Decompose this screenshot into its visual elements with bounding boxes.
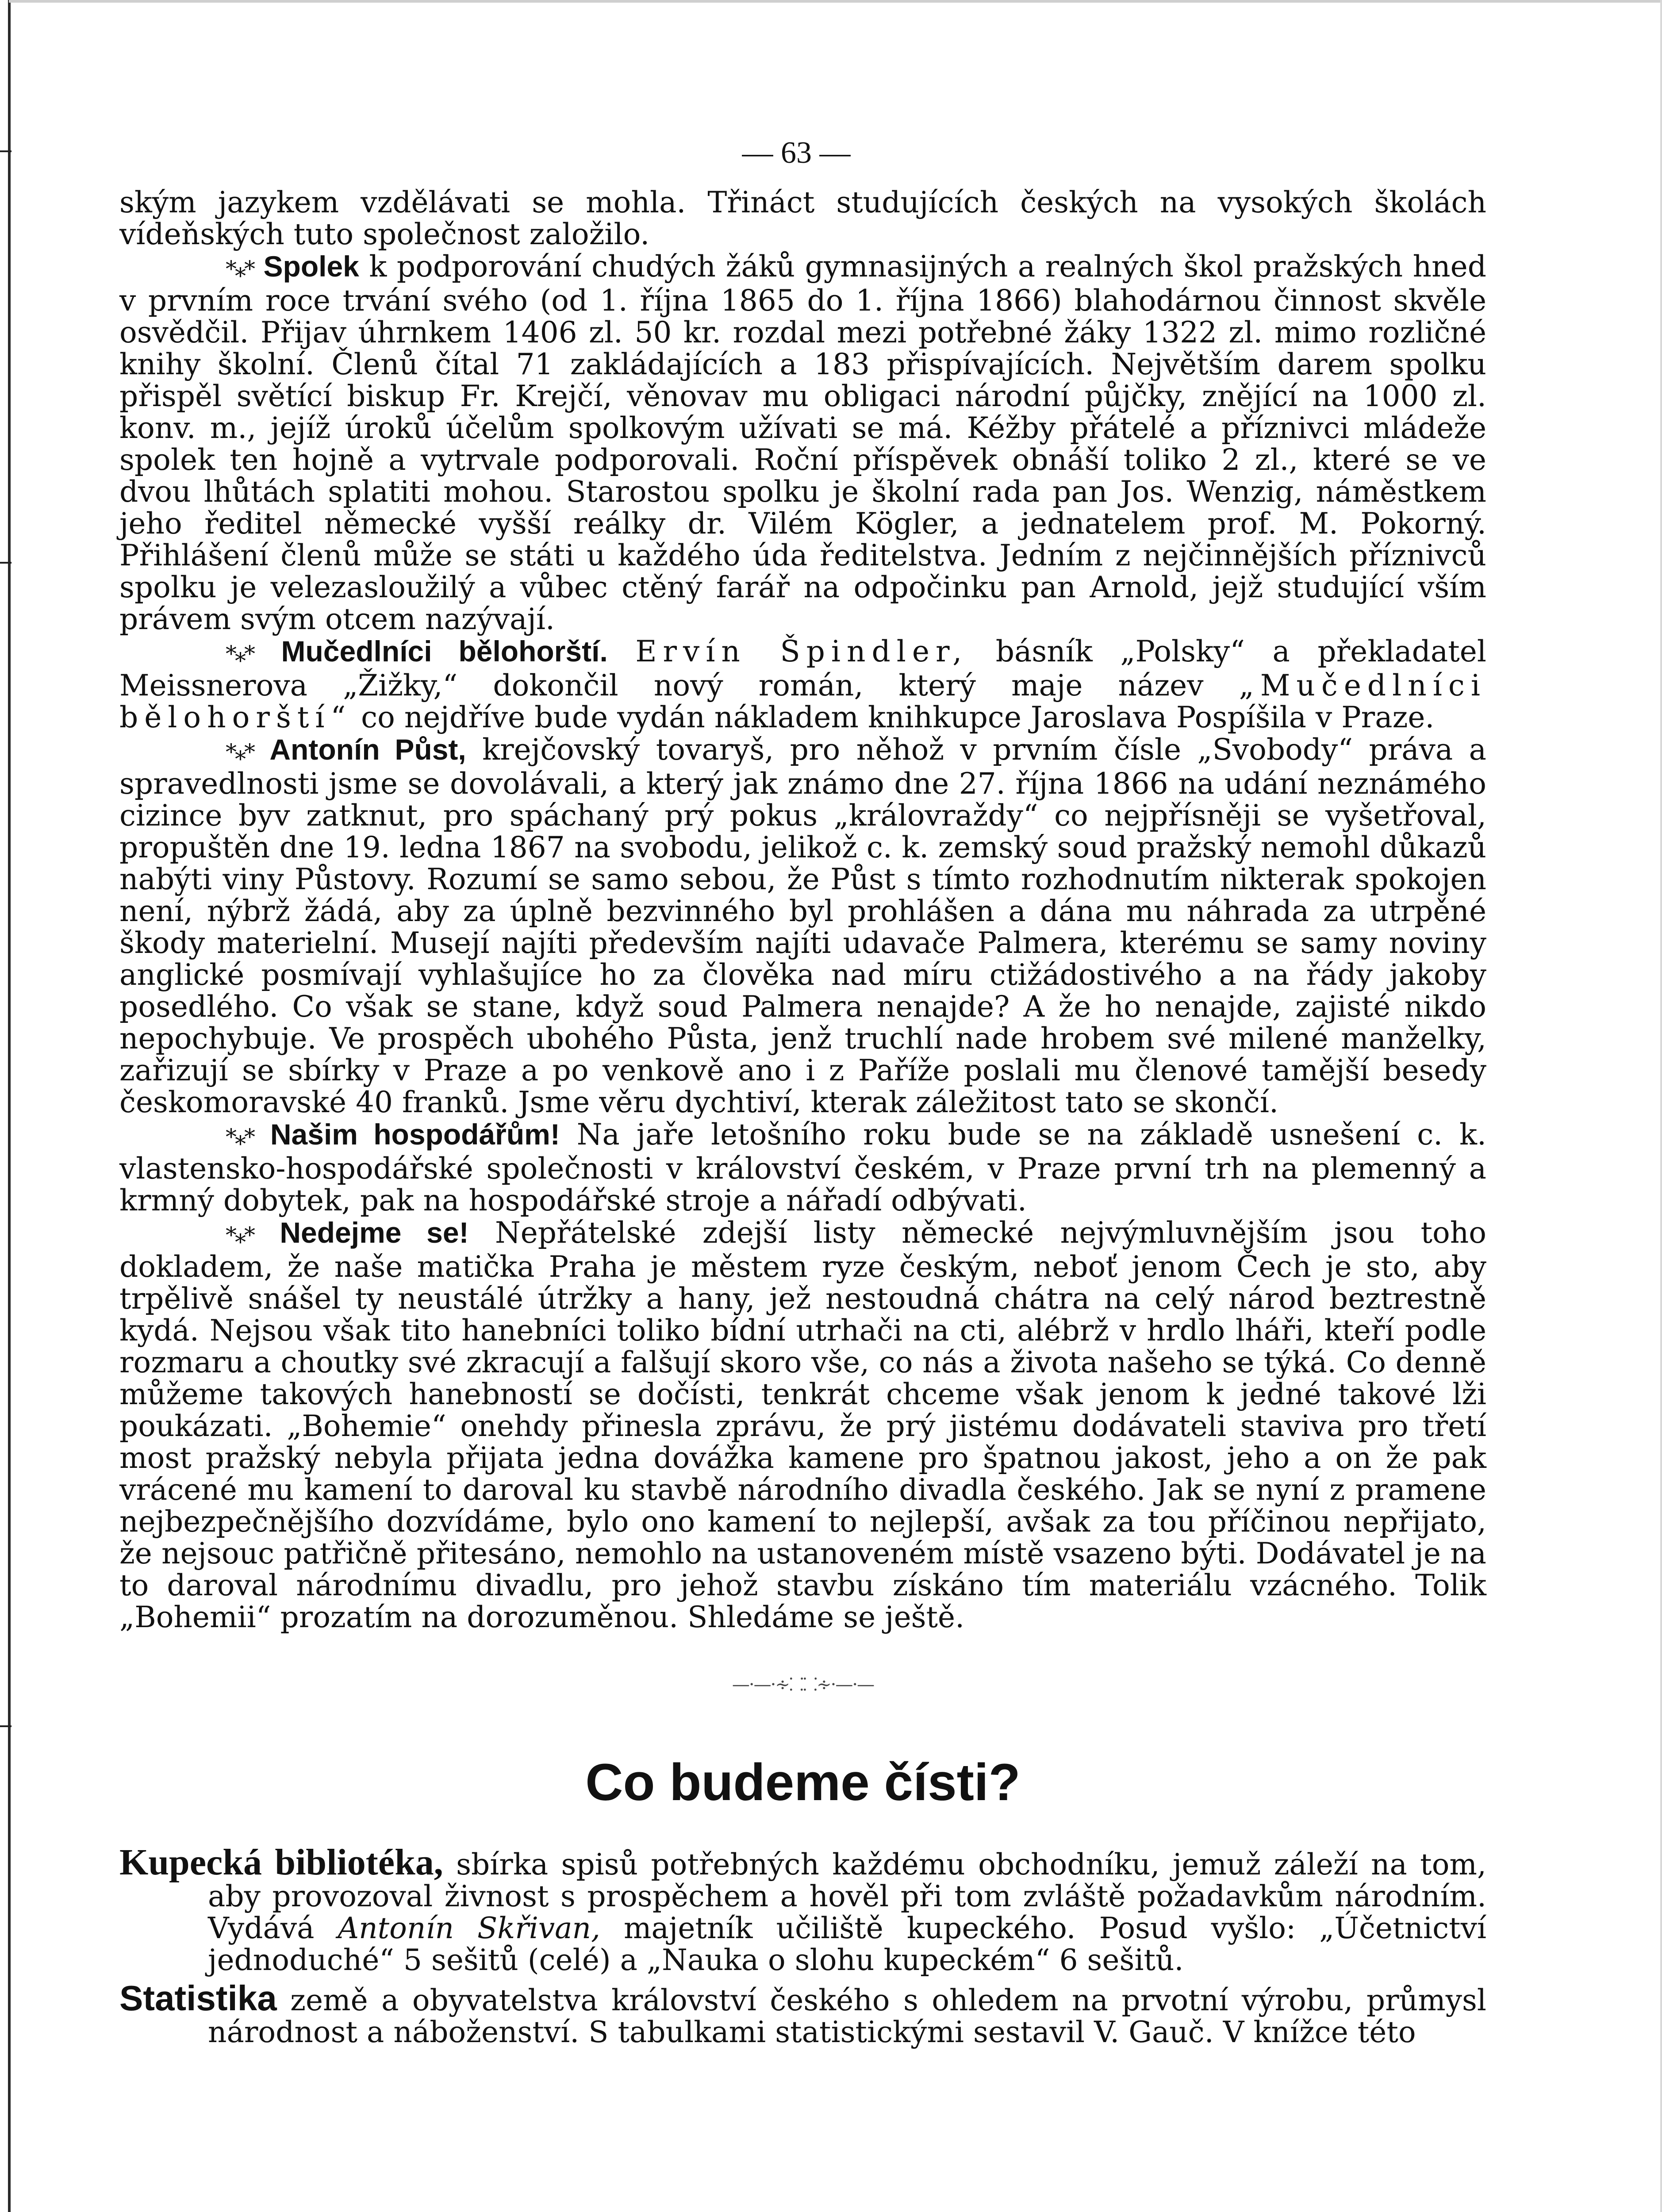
edge-tick-mark bbox=[0, 150, 12, 152]
paragraph-lead: Nedejme se! bbox=[280, 1216, 469, 1249]
paragraph-text: co nejdříve bude vydán nákladem knihkupce Jaroslava Pospíšila v Praze. bbox=[361, 700, 1435, 734]
list-item bbox=[119, 1842, 1486, 1977]
entry-text: země a obyvatelstva království českého s ohledem na prvotní výrobu, průmysl národnost a náboženství. S tabulkami statistickými sestavil V. Gauč. V knížce této bbox=[208, 1983, 1486, 2049]
list-item bbox=[119, 1978, 1486, 2049]
document-page bbox=[119, 137, 1486, 2055]
paragraph-spolek bbox=[119, 250, 1486, 635]
entry-text: sbírka spisů potřebných každému obchodníku, jemuž záleží na tom, aby provozoval živnost s prospěchem a hověl při tom zvláště požadavkům národním. Vydává bbox=[208, 1847, 1486, 1945]
paragraph-text: Nepřátelské zdejší listy německé nejvýmluvnějším jsou toho dokladem, že naše matička Praha je městem ryze českým, neboť jenom Čech je sto, aby trpělivě snášel ty neustálé útržky a hany, jež nestoudná chátra na celý národ beztrestně kydá. Nejsou však tito hanebníci toliko bídní utrhači na cti, alébrž v hrdlo lháři, kteří podle rozmaru a choutky své zkracují a falšují skoro vše, co nás a života našeho se týká. Co denně můžeme takových hanebností se dočísti, tenkrát chceme však jenom k jedné takové lži poukázati. „Bohemie“ onehdy přinesla zprávu, že prý jistému dodávateli staviva pro třetí most pražský nebyla přijata jedna dovážka kamene pro špatnou jakost, jeho a on že pak vrácené mu kamení to daroval ku stavbě národního divadla českého. Jak se nyní z pramene nejbezpečnějšího dozvídáme, bylo ono kamení to nejlepší, avšak za tou příčinou nepřijato, že nejsouc patřičně přitesáno, nemohlo na ustanoveném místě vsazeno býti. Dodávatel je na to daroval národnímu divadlu, pro jehož stavbu získáno tím materiálu vzácného. Tolik „Bohemii“ prozatím na dorozuměnou. Shledáme se ještě. bbox=[119, 1216, 1486, 1634]
asterism-icon: *⁎* bbox=[226, 1222, 253, 1248]
page-left-edge bbox=[8, 0, 11, 2212]
edge-tick-mark bbox=[0, 1725, 12, 1727]
paragraph-nedejme bbox=[119, 1217, 1486, 1633]
paragraph-lead: Našim hospodářům! bbox=[270, 1118, 560, 1151]
asterism-icon: *⁎* bbox=[226, 256, 253, 282]
paragraph-text: Na jaře letošního roku bude se na základě usnešení c. k. vlastensko-hospodářské společnosti v království českém, v Praze první trh na plemenný a krmný dobytek, pak na hospodářské stroje a nářadí odbývati. bbox=[119, 1118, 1486, 1217]
novel-title: „Mučedlníci bělohorští“ bbox=[119, 668, 1486, 734]
paragraph-hospodarum bbox=[119, 1118, 1486, 1217]
asterism-icon: *⁎* bbox=[226, 1124, 253, 1150]
paragraph-text: ským jazykem vzdělávati se mohla. Třináct studujících českých na vysokých školách vídeňských tuto společnost založilo. bbox=[119, 185, 1486, 251]
section-title: Co budeme čísti? bbox=[585, 1753, 1021, 1812]
entry-title: Statistika bbox=[119, 1978, 277, 2018]
page-number: — 63 — bbox=[742, 136, 851, 170]
asterism-icon: *⁎* bbox=[226, 641, 253, 667]
paragraph-text: krejčovský tovaryš, pro něhož v prvním čísle „Svobody“ práva a spravedlnosti jsme se dovolávali, a který jak známo dne 27. října 1866 na udání neznámého cizince byv zatknut, pro spáchaný prý pokus „královraždy“ co nejpřísněji se vyšetřoval, propuštěn dne 19. ledna 1867 na svobodu, jelikož c. k. zemský soud pražský nemohl důkazů nabýti viny Půstovy. Rozumí se samo sebou, že Půst s tímto rozhodnutím nikterak spokojen není, nýbrž žádá, aby za úplně bezvinného byl prohlášen a dána mu náhrada za utrpěné škody materielní. Musejí najíti především najíti udavače Palmera, kterému se samy noviny anglické posmívají vyhlašujíce ho za člověka nad míru ctižádostivého a na řády jakoby posedlého. Co však se stane, když soud Palmera nenajde? A že ho nenajde, zajisté nikdo nepochybuje. Ve prospěch ubohého Půsta, jenž truchlí nade hrobem své milené manželky, zařizují se sbírky v Praze a po venkově ano i z Paříže poslali mu členové tamější besedy českomoravské 40 franků. Jsme věru dychtiví, kterak záležitost tato se skončí. bbox=[119, 733, 1486, 1119]
paragraph-text: k podporování chudých žáků gymnasijných a realných škol pražských hned v prvním roce trvání svého (od 1. října 1865 do 1. října 1866) blahodárnou činnost skvěle osvědčil. Přijav úhrnkem 1406 zl. 50 kr. rozdal mezi potřebné žáky 1322 zl. mimo rozličné knihy školní. Členů čítal 71 zakládajících a 183 přispívajících. Největším darem spolku přispěl světící biskup Fr. Krejčí, věnovav mu obligaci národní půjčky, znějící na 1000 zl. konv. m., jejíž úroků účelům spolkovým užívati se má. Kéžby přátelé a příznivci mládeže spolek ten hojně a vytrvale podporovali. Roční příspěvek obnáší toliko 2 zl., které se ve dvou lhůtách splatiti mohou. Starostou spolku je školní rada pan Jos. Wenzig, náměstkem jeho ředitel německé vyšší reálky dr. Vilém Kögler, a jednatelem prof. M. Pokorný. Přihlášení členů může se státi u každého úda ředitelstva. Jedním z nejčinnějších příznivců spolku je velezasloužilý a vůbec ctěný farář na odpočinku pan Arnold, jejž studující vším právem svým otcem nazývají. bbox=[119, 250, 1486, 636]
paragraph-lead: Spolek bbox=[263, 250, 359, 283]
ornamental-divider: —·—·∻⸬⸬∻·—·— bbox=[732, 1674, 874, 1695]
paragraph-text: básník „Polsky“ a překladatel Meissnerova „Žižky,“ dokončil nový román, který maje název bbox=[119, 634, 1486, 703]
asterism-icon: *⁎* bbox=[226, 739, 253, 765]
paragraph-lead: Antonín Půst, bbox=[269, 733, 466, 766]
publisher-name: Antonín Skřivan, bbox=[338, 1911, 600, 1945]
paragraph-pust bbox=[119, 733, 1486, 1118]
author-name: Ervín Špindler, bbox=[635, 634, 968, 668]
entry-text: majetník učiliště kupeckého. Posud vyšlo: „Účetnictví jednoduché“ 5 sešitů (celé) a „Nauka o slohu kupeckém“ 6 sešitů. bbox=[208, 1911, 1486, 1977]
paragraph-mucednici bbox=[119, 635, 1486, 733]
page-top-edge bbox=[9, 0, 1662, 3]
page-right-edge bbox=[1660, 0, 1662, 2212]
paragraph-lead: Mučedlníci bělohorští. bbox=[281, 635, 608, 668]
entry-title: Kupecká bibliotéka, bbox=[119, 1842, 443, 1883]
paragraph-continuation bbox=[119, 187, 1486, 250]
edge-tick-mark bbox=[0, 562, 12, 564]
